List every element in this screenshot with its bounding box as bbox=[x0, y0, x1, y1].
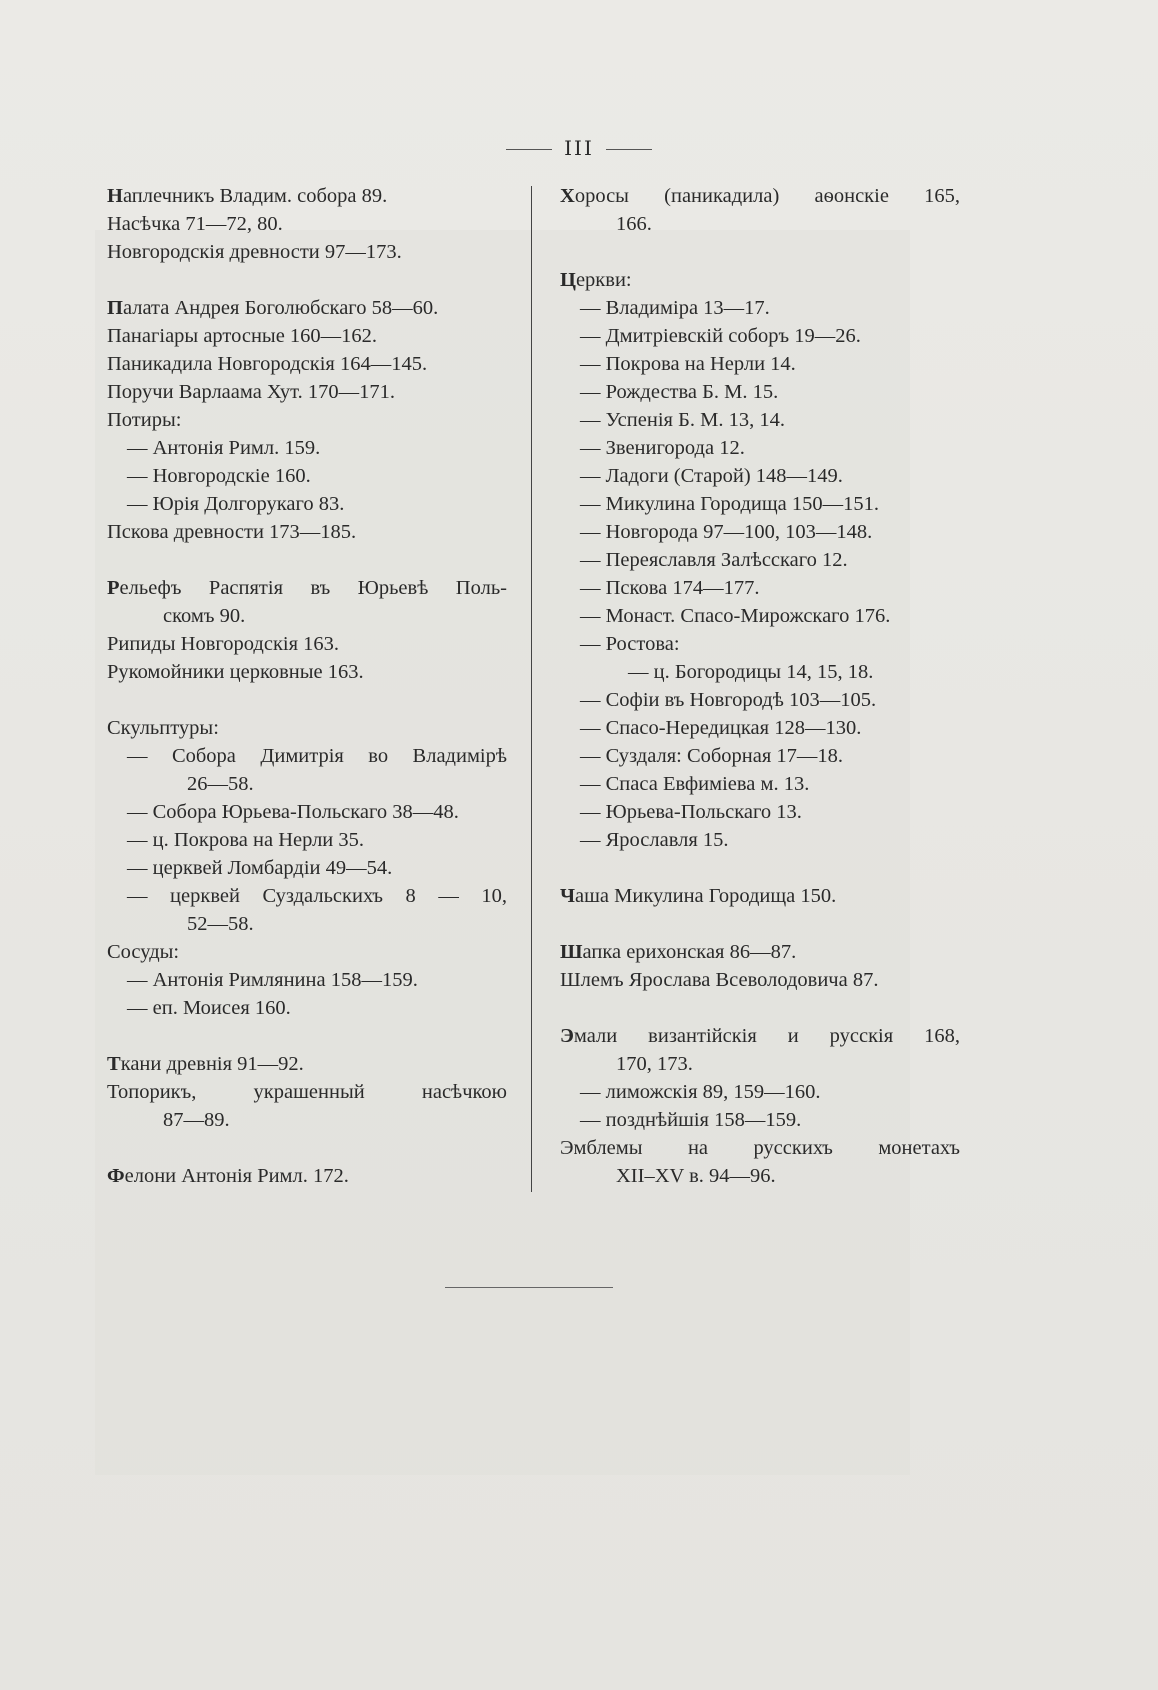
entry-text: — Ярославля 15. bbox=[580, 829, 729, 851]
entry-text: Потиры: bbox=[107, 409, 182, 431]
entry-text: Рукомойники церковные 163. bbox=[107, 661, 364, 683]
index-subentry bbox=[560, 518, 960, 546]
entry-text: скомъ 90. bbox=[163, 605, 246, 627]
index-subentry bbox=[560, 378, 960, 406]
index-subentry bbox=[560, 1106, 960, 1134]
entry-text: — Суздаля: Соборная 17—18. bbox=[580, 745, 844, 767]
entry-text: — церквей Суздальскихъ 8 — 10, bbox=[127, 885, 507, 907]
entry-text: — Юрія Долгорукаго 83. bbox=[127, 493, 345, 515]
entry-text: — Пскова 174—177. bbox=[580, 577, 760, 599]
index-entry bbox=[107, 182, 507, 210]
index-subentry bbox=[560, 602, 960, 630]
entry-text: алата Андрея Боголюбскаго 58—60. bbox=[122, 297, 439, 319]
index-entry bbox=[560, 882, 960, 910]
index-subentry bbox=[560, 714, 960, 742]
entry-text: апка ерихонская 86—87. bbox=[582, 941, 797, 963]
index-entry-continuation bbox=[107, 602, 507, 630]
entry-text: — еп. Моисея 160. bbox=[127, 997, 291, 1019]
index-subentry bbox=[107, 742, 507, 770]
section-initial-letter: Э bbox=[560, 1025, 574, 1047]
entry-text: елони Антонія Римл. 172. bbox=[124, 1165, 349, 1187]
entry-text: еркви: bbox=[575, 269, 632, 291]
index-entry-continuation bbox=[560, 210, 960, 238]
column-divider bbox=[531, 186, 532, 1192]
section-initial-letter: Т bbox=[107, 1053, 121, 1075]
entry-text: — Новгородскіе 160. bbox=[127, 465, 311, 487]
section-initial-letter: Х bbox=[560, 185, 575, 207]
index-entry bbox=[107, 294, 507, 322]
entry-text: — ц. Богородицы 14, 15, 18. bbox=[628, 661, 874, 683]
entry-text: аша Микулина Городища 150. bbox=[575, 885, 837, 907]
entry-text: — Антонія Римл. 159. bbox=[127, 437, 321, 459]
entry-text: 170, 173. bbox=[616, 1053, 693, 1075]
entry-text: — Антонія Римлянина 158—159. bbox=[127, 969, 418, 991]
index-subentry bbox=[107, 434, 507, 462]
index-entry bbox=[107, 238, 507, 266]
index-subentry bbox=[560, 406, 960, 434]
entry-text: 87—89. bbox=[163, 1109, 230, 1131]
index-subentry bbox=[560, 826, 960, 854]
index-subentry bbox=[560, 686, 960, 714]
section-gap bbox=[107, 546, 507, 574]
section-gap bbox=[107, 686, 507, 714]
entry-text: Шлемъ Ярослава Всеволодовича 87. bbox=[560, 969, 879, 991]
index-subentry bbox=[560, 1078, 960, 1106]
index-entry bbox=[107, 630, 507, 658]
entry-text: — Монаст. Спасо-Мирожскаго 176. bbox=[580, 605, 891, 627]
index-entry bbox=[107, 378, 507, 406]
index-entry bbox=[107, 1078, 507, 1106]
entry-text: Рипиды Новгородскія 163. bbox=[107, 633, 340, 655]
index-entry-continuation bbox=[560, 1162, 960, 1190]
index-entry bbox=[107, 518, 507, 546]
index-entry bbox=[560, 966, 960, 994]
entry-text: — Покрова на Нерли 14. bbox=[580, 353, 796, 375]
entry-text: — Спасо-Нередицкая 128—130. bbox=[580, 717, 862, 739]
entry-text: — Спаса Евфиміева м. 13. bbox=[580, 773, 810, 795]
index-subentry bbox=[560, 742, 960, 770]
index-column-left bbox=[107, 182, 507, 1190]
entry-text: Поручи Варлаама Хут. 170—171. bbox=[107, 381, 395, 403]
index-subentry bbox=[560, 490, 960, 518]
entry-text: — Успенія Б. М. 13, 14. bbox=[580, 409, 785, 431]
entry-text: ельефъ Распятія въ Юрьевѣ Поль- bbox=[119, 577, 507, 599]
index-entry bbox=[107, 322, 507, 350]
index-entry bbox=[560, 182, 960, 210]
entry-text: 52—58. bbox=[187, 913, 254, 935]
index-entry bbox=[560, 266, 960, 294]
index-entry bbox=[107, 406, 507, 434]
entry-text: — Дмитріевскій соборъ 19—26. bbox=[580, 325, 861, 347]
entry-text: — Собора Димитрія во Владимірѣ bbox=[127, 745, 507, 767]
entry-text: — Микулина Городища 150—151. bbox=[580, 493, 879, 515]
entry-text: — Ростова: bbox=[580, 633, 680, 655]
entry-text: Скульптуры: bbox=[107, 717, 219, 739]
entry-text: — позднѣйшія 158—159. bbox=[580, 1109, 802, 1131]
index-entry bbox=[107, 574, 507, 602]
entry-text: Новгородскія древности 97—173. bbox=[107, 241, 402, 263]
index-subentry bbox=[560, 798, 960, 826]
section-gap bbox=[560, 910, 960, 938]
index-subentry bbox=[560, 322, 960, 350]
index-entry bbox=[107, 1162, 507, 1190]
index-entry bbox=[107, 210, 507, 238]
entry-text: — Юрьева-Польскаго 13. bbox=[580, 801, 802, 823]
entry-text: — Новгорода 97—100, 103—148. bbox=[580, 521, 873, 543]
index-subentry bbox=[560, 434, 960, 462]
index-entry bbox=[107, 658, 507, 686]
entry-text: Топорикъ, украшенный насѣчкою bbox=[107, 1081, 507, 1103]
entry-text: — ц. Покрова на Нерли 35. bbox=[127, 829, 365, 851]
index-entry bbox=[107, 1050, 507, 1078]
section-initial-letter: Н bbox=[107, 185, 123, 207]
entry-text: XII–XV в. 94—96. bbox=[616, 1165, 776, 1187]
section-gap bbox=[107, 1134, 507, 1162]
index-entry bbox=[560, 1134, 960, 1162]
index-entry bbox=[560, 938, 960, 966]
entry-text: — Рождества Б. М. 15. bbox=[580, 381, 779, 403]
entry-text: Насѣчка 71—72, 80. bbox=[107, 213, 283, 235]
index-subentry bbox=[107, 966, 507, 994]
index-subentry bbox=[107, 826, 507, 854]
entry-text: Паникадила Новгородскія 164—145. bbox=[107, 353, 428, 375]
section-initial-letter: Ц bbox=[560, 269, 576, 291]
section-gap bbox=[560, 854, 960, 882]
entry-text: Эмблемы на русскихъ монетахъ bbox=[560, 1137, 960, 1159]
section-initial-letter: Ч bbox=[560, 885, 576, 907]
section-gap bbox=[560, 238, 960, 266]
index-entry-continuation bbox=[107, 770, 507, 798]
index-subentry bbox=[107, 854, 507, 882]
entry-text: аплечникъ Владим. собора 89. bbox=[122, 185, 388, 207]
closing-rule bbox=[445, 1287, 613, 1288]
index-subentry bbox=[107, 882, 507, 910]
header-dash-right bbox=[606, 149, 652, 150]
page-number: III bbox=[564, 136, 594, 160]
index-subentry bbox=[107, 798, 507, 826]
index-subentry bbox=[560, 546, 960, 574]
index-subentry-nested bbox=[560, 658, 960, 686]
section-gap bbox=[107, 266, 507, 294]
index-subentry bbox=[560, 294, 960, 322]
index-subentry bbox=[107, 462, 507, 490]
index-entry bbox=[107, 714, 507, 742]
section-initial-letter: Р bbox=[107, 577, 120, 599]
entry-text: — Переяславля Залѣсскаго 12. bbox=[580, 549, 848, 571]
header-dash-left bbox=[506, 149, 552, 150]
entry-text: оросы (паникадила) аѳонскіе 165, bbox=[574, 185, 960, 207]
index-entry-continuation bbox=[107, 1106, 507, 1134]
index-subentry bbox=[560, 574, 960, 602]
section-gap bbox=[560, 994, 960, 1022]
entry-text: 166. bbox=[616, 213, 652, 235]
index-entry-continuation bbox=[107, 910, 507, 938]
entry-text: кани древнія 91—92. bbox=[120, 1053, 304, 1075]
index-subentry bbox=[560, 350, 960, 378]
index-column-right bbox=[560, 182, 960, 1190]
entry-text: — Собора Юрьева-Польскаго 38—48. bbox=[127, 801, 459, 823]
index-subentry bbox=[107, 994, 507, 1022]
index-entry bbox=[107, 350, 507, 378]
entry-text: Панагіары артосные 160—162. bbox=[107, 325, 378, 347]
entry-text: — Звенигорода 12. bbox=[580, 437, 745, 459]
index-subentry bbox=[560, 770, 960, 798]
entry-text: — лиможскія 89, 159—160. bbox=[580, 1081, 821, 1103]
entry-text: Пскова древности 173—185. bbox=[107, 521, 357, 543]
entry-text: — церквей Ломбардіи 49—54. bbox=[127, 857, 393, 879]
section-initial-letter: Ф bbox=[107, 1165, 125, 1187]
entry-text: мали византійскія и русскія 168, bbox=[573, 1025, 960, 1047]
index-subentry bbox=[560, 630, 960, 658]
entry-text: Сосуды: bbox=[107, 941, 180, 963]
page-header bbox=[0, 136, 1158, 160]
section-gap bbox=[107, 1022, 507, 1050]
index-entry-continuation bbox=[560, 1050, 960, 1078]
index-entry bbox=[107, 938, 507, 966]
entry-text: — Ладоги (Старой) 148—149. bbox=[580, 465, 843, 487]
section-initial-letter: Ш bbox=[560, 941, 583, 963]
entry-text: — Владиміра 13—17. bbox=[580, 297, 770, 319]
entry-text: — Софіи въ Новгородѣ 103—105. bbox=[580, 689, 877, 711]
index-entry bbox=[560, 1022, 960, 1050]
index-subentry bbox=[107, 490, 507, 518]
index-subentry bbox=[560, 462, 960, 490]
section-initial-letter: П bbox=[107, 297, 123, 319]
entry-text: 26—58. bbox=[187, 773, 254, 795]
